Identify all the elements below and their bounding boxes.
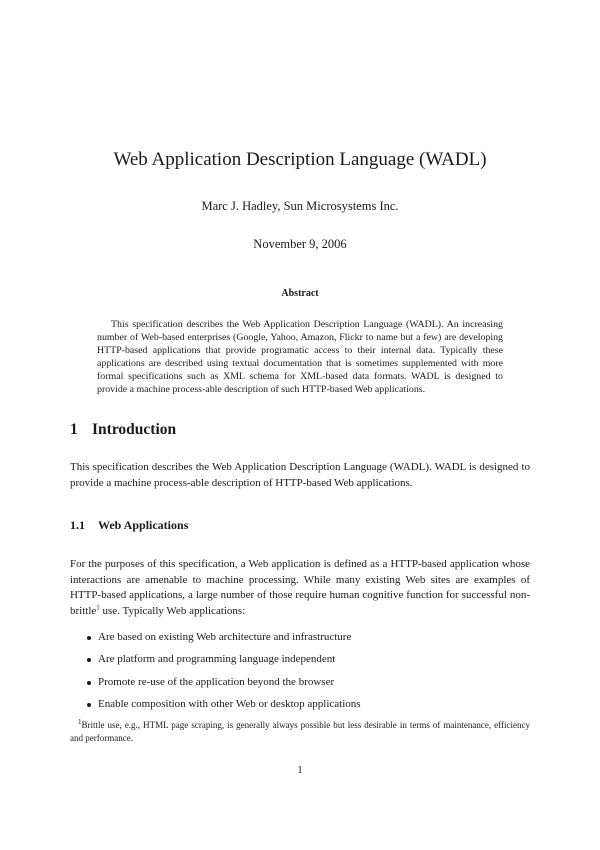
paper-date: November 9, 2006: [253, 237, 347, 251]
subsection-title: Web Applications: [98, 518, 189, 532]
bullet-icon: [87, 681, 91, 685]
section-title: Introduction: [92, 421, 177, 438]
bullet-icon: [87, 658, 91, 662]
bullet-icon: [87, 703, 91, 707]
section-number: 1: [70, 421, 78, 438]
subsection-number: 1.1: [70, 518, 85, 532]
list-item-text: Promote re-use of the application beyond the browser: [98, 675, 335, 688]
bullet-list: [70, 630, 530, 720]
introduction-paragraph: This specification describes the Web Application Description Language (WADL). WADL is designed to provide a machine process-able description of HTTP-based Web applications.: [70, 461, 530, 489]
bullet-icon: [87, 636, 91, 640]
paragraph-text: For the purposes of this specification, a Web application is defined as a HTTP-based application whose interactions are amenable to machine processing. While many existing Web sites are examples of HTTP-based applications, a large number of those require human cognitive function for successful non-brittle: [70, 558, 530, 617]
section-heading-introduction: [70, 420, 176, 440]
paragraph-text-continued: use. Typically Web applications:: [99, 604, 246, 617]
list-item: [70, 675, 530, 690]
list-item-text: Are based on existing Web architecture and infrastructure: [98, 631, 352, 643]
list-item: [70, 630, 530, 645]
web-applications-paragraph: [70, 557, 530, 619]
paper-author: Marc J. Hadley, Sun Microsystems Inc.: [201, 199, 399, 213]
list-item: [70, 652, 530, 667]
footnote: [70, 719, 530, 744]
subsection-heading-web-applications: [70, 517, 188, 533]
abstract-heading: Abstract: [281, 288, 319, 299]
abstract-text: This specification describes the Web Application Description Language (WADL). An increasing number of Web-based enterprises (Google, Yahoo, Amazon, Flickr to name but a few) are developing HTTP-based applications that provide programatic access to their internal data. Typically these applications are described using textual documentation that is sometimes supplemented with more formal specifications such as XML schema for XML-based data formats. WADL is designed to provide a machine process-able description of such HTTP-based Web applications.: [97, 319, 503, 396]
list-item-text: Enable composition with other Web or desktop applications: [98, 698, 361, 711]
page-number: 1: [297, 764, 303, 776]
footnote-text: Brittle use, e.g., HTML page scraping, is generally always possible but less desirable in terms of maintenance, efficiency and performance.: [70, 720, 530, 743]
footnote-marker: 1: [78, 718, 82, 726]
list-item-text: Are platform and programming language independent: [98, 653, 336, 666]
paper-title: Web Application Description Language (WADL): [113, 149, 487, 170]
footnote-reference[interactable]: 1: [96, 603, 100, 612]
list-item: [70, 697, 530, 712]
